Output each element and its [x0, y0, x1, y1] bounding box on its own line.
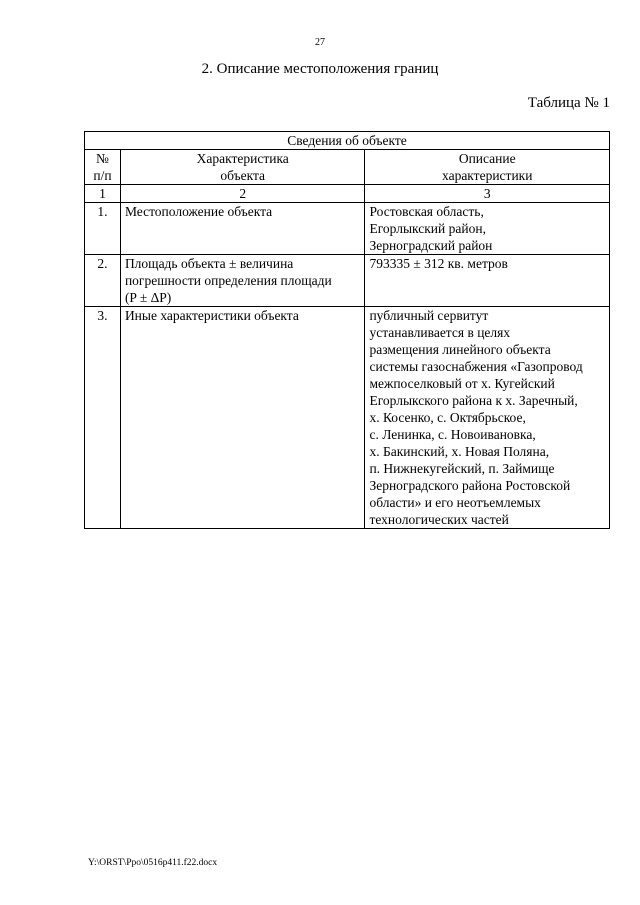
- section-title: 2. Описание местоположения границ: [201, 61, 439, 77]
- column-number-row: [85, 185, 610, 203]
- row-number: 2.: [85, 255, 121, 307]
- row-characteristic: Местоположение объекта: [120, 203, 365, 255]
- table-row: [85, 307, 610, 529]
- row-description: Ростовская область, Егорлыкский район, Зерноградский район: [365, 203, 610, 255]
- column-number-2: 2: [120, 185, 365, 203]
- footer-file-path: Y:\ORST\Ppo\0516p411.f22.docx: [88, 858, 218, 868]
- table-row: [85, 255, 610, 307]
- column-number-3: 3: [365, 185, 610, 203]
- row-description: публичный сервитут устанавливается в целях размещения линейного объекта системы газоснабжения «Газопровод межпоселковый от х. Кугейский Егорлыкского района к х. Заречный, х. Косенко, с. Октябрьское, с. Ленинка, с. Новоивановка, х. Бакинский, х. Новая Поляна, п. Нижнекугейский, п. Займище Зерноградского района Ростовской области» и его неотъемлемых технологических частей: [365, 307, 610, 529]
- row-description: 793335 ± 312 кв. метров: [365, 255, 610, 307]
- table-title-row: [85, 132, 610, 150]
- object-info-table: [84, 131, 610, 529]
- column-number-1: 1: [85, 185, 121, 203]
- row-number: 1.: [85, 203, 121, 255]
- header-number: № п/п: [85, 150, 121, 185]
- header-description: Описание характеристики: [365, 150, 610, 185]
- table-header-row: [85, 150, 610, 185]
- header-characteristic: Характеристика объекта: [120, 150, 365, 185]
- table-row: [85, 203, 610, 255]
- table-caption: Таблица № 1: [527, 95, 610, 111]
- table-title: Сведения об объекте: [85, 132, 610, 150]
- row-number: 3.: [85, 307, 121, 529]
- page-number: 27: [315, 37, 325, 48]
- row-characteristic: Площадь объекта ± величина погрешности определения площади (P ± ΔP): [120, 255, 365, 307]
- row-characteristic: Иные характеристики объекта: [120, 307, 365, 529]
